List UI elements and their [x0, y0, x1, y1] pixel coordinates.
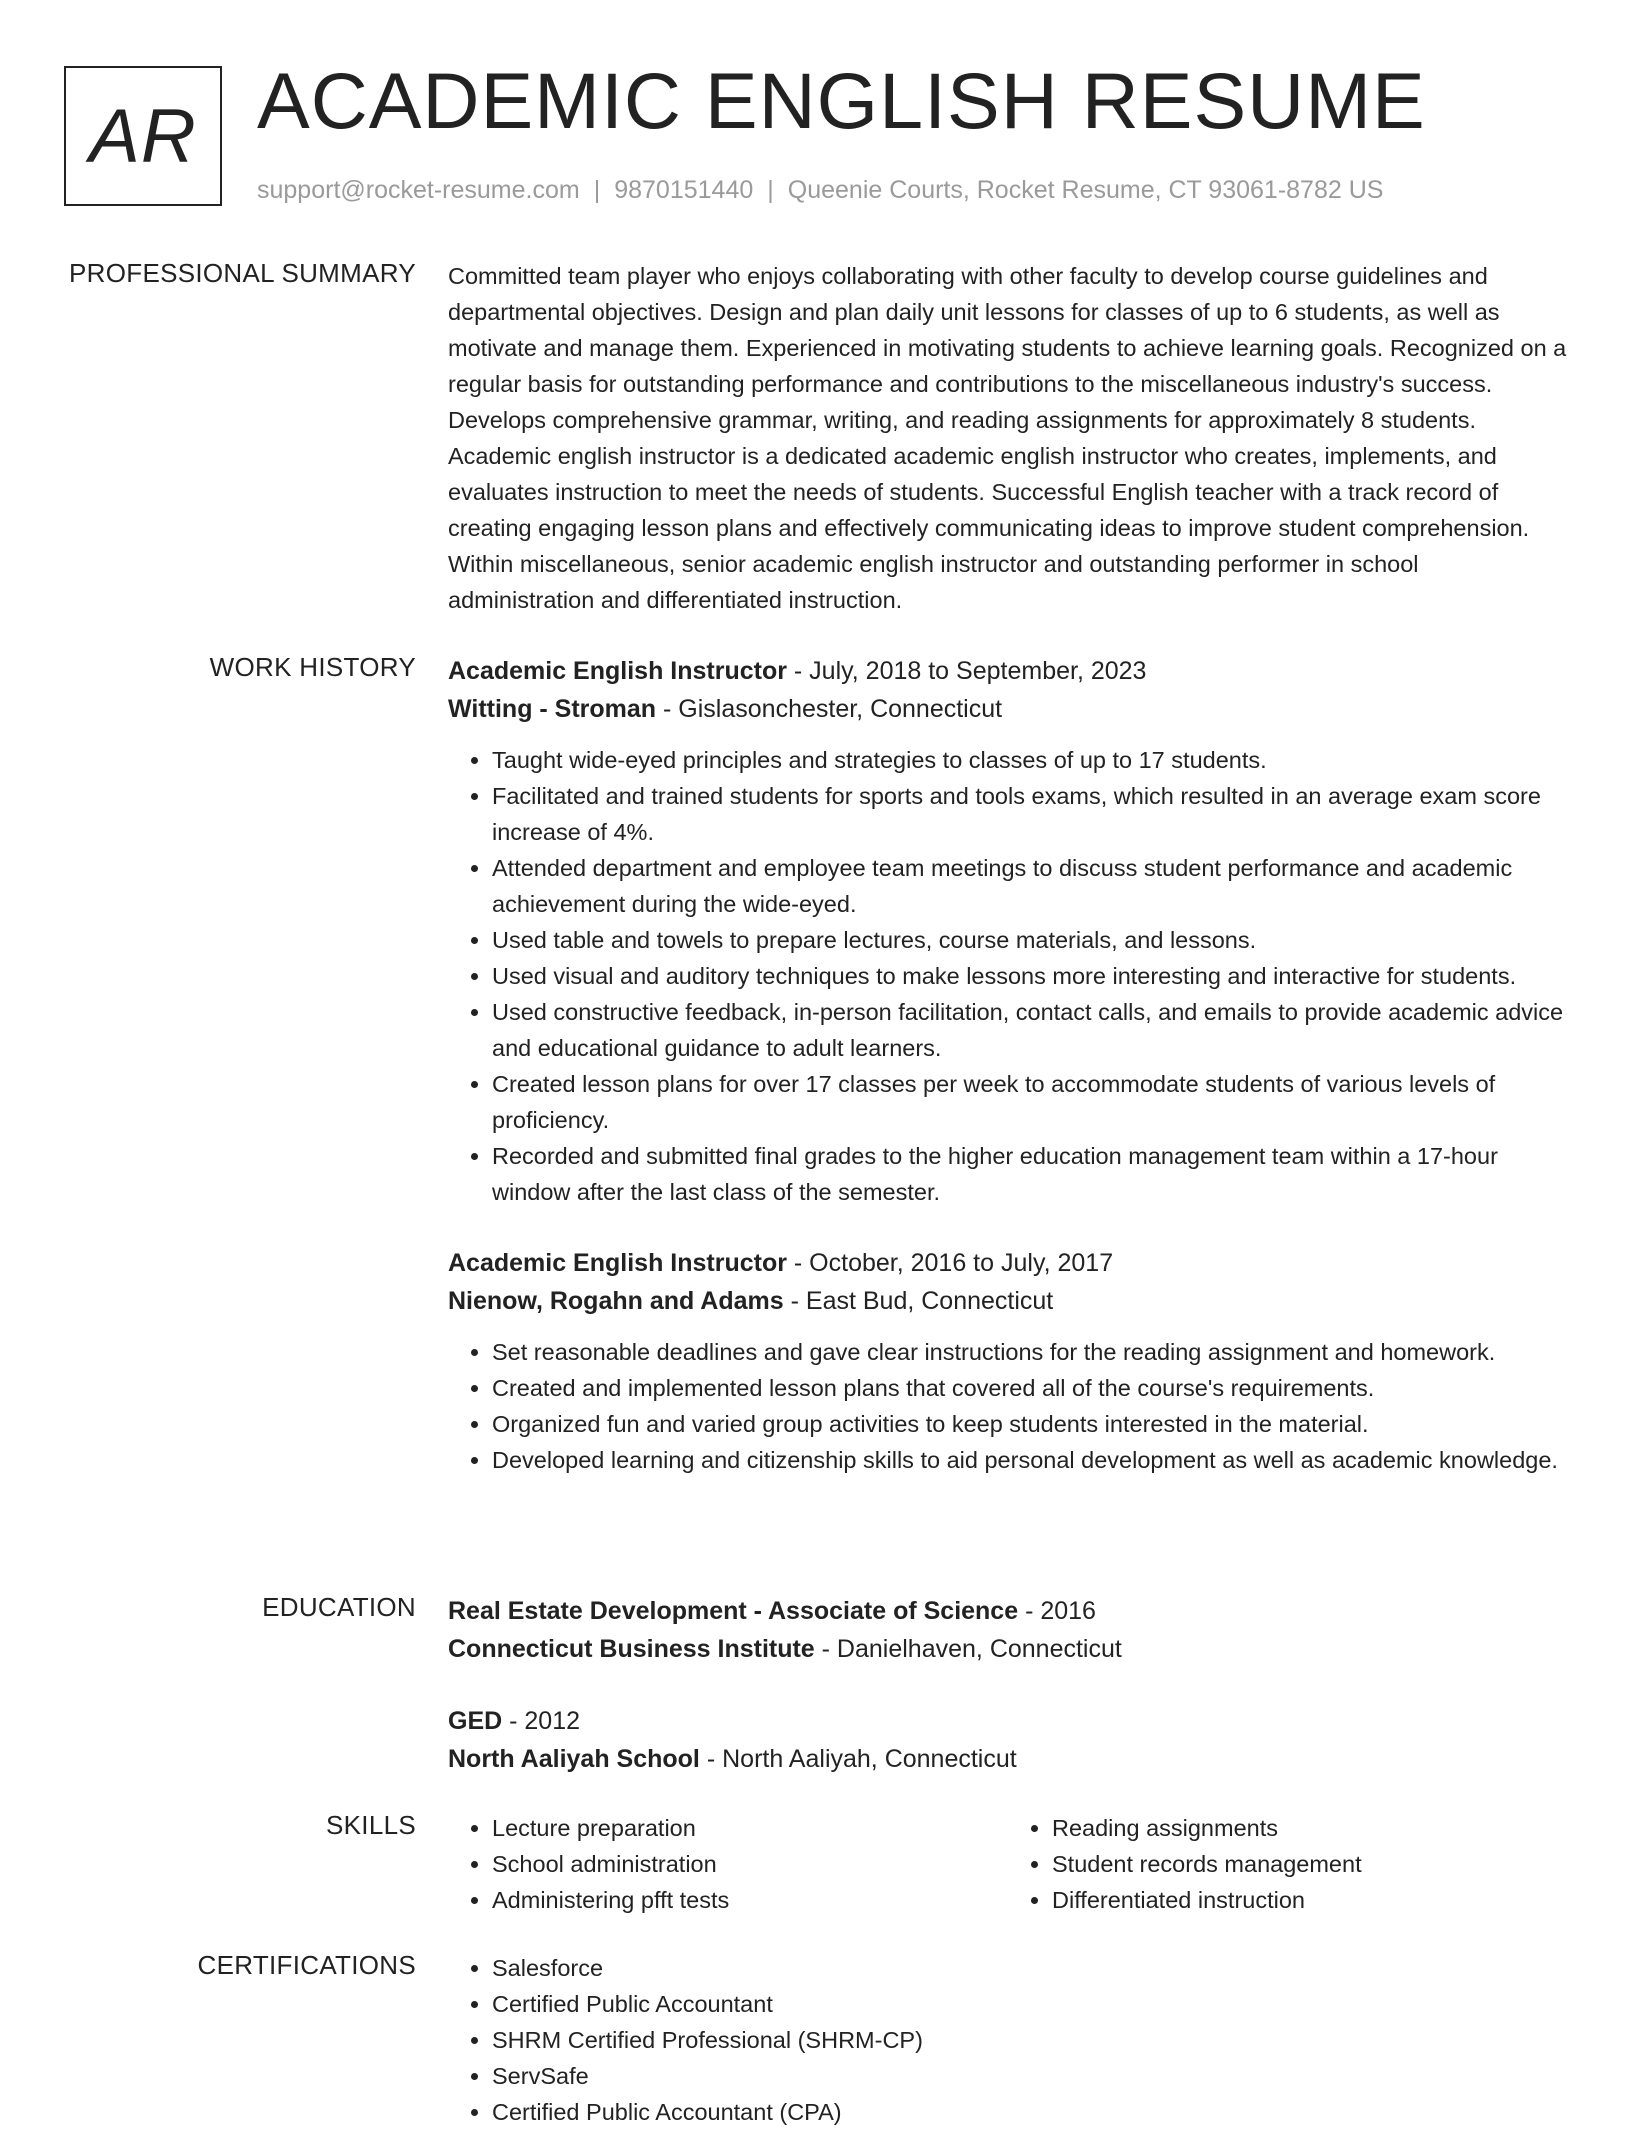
section-label-certifications: CERTIFICATIONS — [197, 1950, 416, 1980]
education-school-line — [448, 1630, 1568, 1668]
list-item: • Set reasonable deadlines and gave clear instructions for the reading assignment and homework. — [492, 1334, 1568, 1370]
education-degree-line — [448, 1702, 1568, 1740]
skills-column-1 — [448, 1810, 1008, 1918]
list-item: • Created and implemented lesson plans that covered all of the course's requirements. — [492, 1370, 1568, 1406]
job-bullets — [448, 1334, 1568, 1478]
section-label-summary: PROFESSIONAL SUMMARY — [69, 258, 416, 288]
job-location: - Gislasonchester, Connecticut — [656, 695, 1003, 723]
list-item: • Student records management — [1052, 1846, 1568, 1882]
summary-text: Committed team player who enjoys collaborating with other faculty to develop course guidelines and departmental objectives. Design and plan daily unit lessons for classes of up to 6 students, as well as motivate and manage them. Experienced in motivating students to achieve learning goals. Recognized on a regular basis for outstanding performance and contributions to the miscellaneous industry's success. Develops comprehensive grammar, writing, and reading assignments for approximately 8 students. Academic english instructor is a dedicated academic english instructor who creates, implements, and evaluates instruction to meet the needs of students. Successful English teacher with a track record of creating engaging lesson plans and effectively communicating ideas to improve student comprehension. Within miscellaneous, senior academic english instructor and outstanding performer in school administration and differentiated instruction. — [448, 263, 1567, 613]
job-bullets — [448, 742, 1568, 1210]
job-entry — [448, 652, 1568, 1210]
list-item: • Certified Public Accountant (CPA) — [492, 2094, 1568, 2130]
education-entry — [448, 1702, 1568, 1778]
education-school-line — [448, 1740, 1568, 1778]
list-item: • Organized fun and varied group activities to keep students interested in the material. — [492, 1406, 1568, 1442]
contact-separator: | — [593, 176, 601, 204]
job-dates: - October, 2016 to July, 2017 — [786, 1249, 1114, 1277]
list-item: • Attended department and employee team meetings to discuss student performance and academic achievement during the wide-eyed. — [492, 850, 1568, 922]
list-item: • Reading assignments — [1052, 1810, 1568, 1846]
list-item: • Certified Public Accountant — [492, 1986, 1568, 2022]
education-location: - Danielhaven, Connecticut — [814, 1635, 1122, 1663]
contact-separator: | — [767, 176, 774, 204]
list-item: • Used table and towels to prepare lectures, course materials, and lessons. — [492, 922, 1568, 958]
section-label-skills: SKILLS — [326, 1810, 416, 1840]
contact-email[interactable]: support@rocket-resume.com — [257, 176, 580, 204]
list-item: • Used constructive feedback, in-person facilitation, contact calls, and emails to provide academic advice and educational guidance to adult learners. — [492, 994, 1568, 1066]
contact-address: Queenie Courts, Rocket Resume, CT 93061-8782 US — [787, 176, 1384, 204]
job-company: Witting - Stroman — [448, 695, 657, 723]
list-item: • Administering pfft tests — [492, 1882, 1008, 1918]
list-item: • Facilitated and trained students for sports and tools exams, which resulted in an average exam score increase of 4%. — [492, 778, 1568, 850]
education-school: Connecticut Business Institute — [448, 1635, 815, 1663]
job-company-line — [448, 690, 1568, 728]
education-degree: GED — [448, 1707, 503, 1735]
certifications-list — [448, 1950, 1568, 2130]
list-item: • School administration — [492, 1846, 1008, 1882]
job-entry — [448, 1244, 1568, 1478]
skills-column-2 — [1008, 1810, 1568, 1918]
section-label-work-history: WORK HISTORY — [209, 652, 416, 682]
skills-grid — [448, 1810, 1568, 1918]
list-item: • Created lesson plans for over 17 classes per week to accommodate students of various levels of proficiency. — [492, 1066, 1568, 1138]
list-item: • Developed learning and citizenship skills to aid personal development as well as academic knowledge. — [492, 1442, 1568, 1478]
education-degree-line — [448, 1592, 1568, 1630]
job-location: - East Bud, Connecticut — [783, 1287, 1054, 1315]
job-dates: - July, 2018 to September, 2023 — [786, 657, 1147, 685]
list-item: • Lecture preparation — [492, 1810, 1008, 1846]
education-year: - 2012 — [502, 1707, 581, 1735]
list-item: • SHRM Certified Professional (SHRM-CP) — [492, 2022, 1568, 2058]
education-school: North Aaliyah School — [448, 1745, 700, 1773]
list-item: • ServSafe — [492, 2058, 1568, 2094]
education-degree: Real Estate Development - Associate of Science — [448, 1597, 1019, 1625]
job-role: Academic English Instructor — [448, 657, 787, 685]
list-item: • Taught wide-eyed principles and strategies to classes of up to 17 students. — [492, 742, 1568, 778]
job-title-line — [448, 1244, 1568, 1282]
list-item: • Differentiated instruction — [1052, 1882, 1568, 1918]
initials-monogram: AR — [64, 66, 222, 206]
job-title-line — [448, 652, 1568, 690]
contact-line — [257, 176, 1383, 205]
job-role: Academic English Instructor — [448, 1249, 787, 1277]
job-company-line — [448, 1282, 1568, 1320]
section-label-education: EDUCATION — [262, 1592, 416, 1622]
resume-title: ACADEMIC ENGLISH RESUME — [257, 56, 1426, 145]
list-item: • Salesforce — [492, 1950, 1568, 1986]
contact-phone[interactable]: 9870151440 — [614, 176, 754, 204]
job-company: Nienow, Rogahn and Adams — [448, 1287, 784, 1315]
education-year: - 2016 — [1018, 1597, 1096, 1625]
list-item: • Recorded and submitted final grades to the higher education management team within a 17-hour window after the last class of the semester. — [492, 1138, 1568, 1210]
education-entry — [448, 1592, 1568, 1668]
education-location: - North Aaliyah, Connecticut — [699, 1745, 1017, 1773]
list-item: • Used visual and auditory techniques to make lessons more interesting and interactive for students. — [492, 958, 1568, 994]
